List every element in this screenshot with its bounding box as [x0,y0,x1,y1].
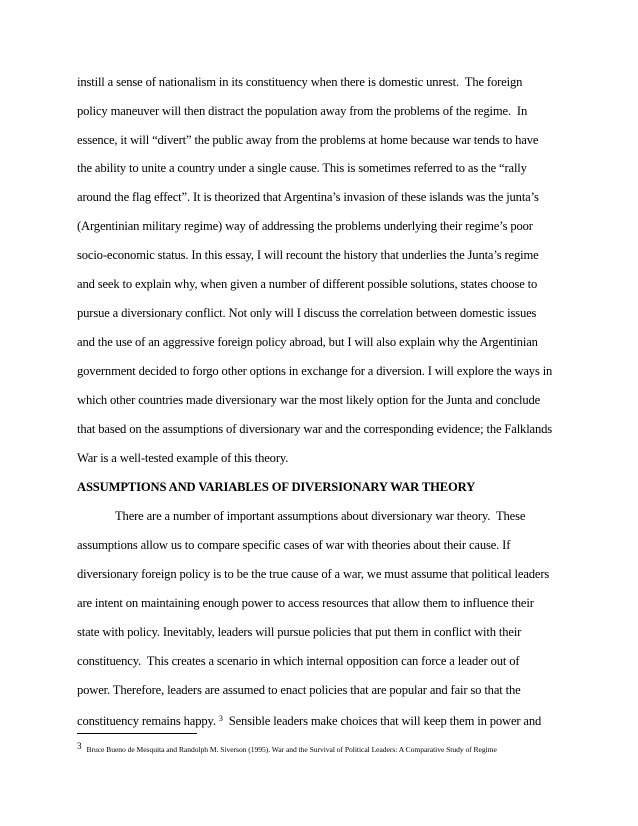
footnote-number: 3 [77,741,82,751]
body-text-segment: Sensible leaders make choices that will keep them in power and [222,714,542,728]
body-text-line: state with policy. Inevitably, leaders will pursue policies that put them in conflict with their [77,625,522,639]
body-text-line: assumptions allow us to compare specific cases of war with theories about their cause. If [77,538,511,552]
body-text-line: the ability to unite a country under a single cause. This is sometimes referred to as the “rally [77,161,527,175]
body-text-line: socio-economic status. In this essay, I will recount the history that underlies the Junta’s regime [77,248,539,262]
body-text-line: and the use of an aggressive foreign policy abroad, but I will also explain why the Argentinian [77,335,538,349]
body-text-line: are intent on maintaining enough power to access resources that allow them to influence their [77,596,534,610]
body-text-line: which other countries made diversionary war the most likely option for the Junta and conclude [77,393,541,407]
body-text-line: essence, it will “divert” the public away from the problems at home because war tends to have [77,133,539,147]
section-heading: ASSUMPTIONS AND VARIABLES OF DIVERSIONARY WAR THEORY [77,480,476,494]
body-text-line: around the flag effect”. It is theorized that Argentina’s invasion of these islands was the junta’s [77,190,539,204]
footnote-reference[interactable]: 3 [218,714,223,723]
body-text-line: War is a well-tested example of this theory. [77,451,289,465]
body-text-line [77,711,541,729]
body-text-line: instill a sense of nationalism in its constituency when there is domestic unrest. The foreign [77,75,523,89]
footnote [77,740,497,756]
body-text-line: (Argentinian military regime) way of addressing the problems underlying their regime’s poor [77,219,533,233]
body-text-line: policy maneuver will then distract the population away from the problems of the regime. In [77,104,528,118]
footnote-text: Bruce Bueno de Mesquita and Randolph M. Siverson (1995). War and the Survival of Political Leaders: A Comparative Study of Regime [86,745,497,754]
body-text-line: constituency. This creates a scenario in which internal opposition can force a leader out of [77,654,520,668]
body-text-line: and seek to explain why, when given a number of different possible solutions, states choose to [77,277,538,291]
body-text-line: There are a number of important assumptions about diversionary war theory. These [115,509,526,523]
body-text-line: government decided to forgo other options in exchange for a diversion. I will explore the ways in [77,364,553,378]
footnote-separator [77,733,197,734]
body-text-line: diversionary foreign policy is to be the true cause of a war, we must assume that political leaders [77,567,550,581]
body-text-line: that based on the assumptions of diversionary war and the corresponding evidence; the Falklands [77,422,553,436]
body-text-segment: constituency remains happy. [77,714,219,728]
body-text-line: power. Therefore, leaders are assumed to enact policies that are popular and fair so that the [77,683,521,697]
body-text-line: pursue a diversionary conflict. Not only will I discuss the correlation between domestic issues [77,306,537,320]
